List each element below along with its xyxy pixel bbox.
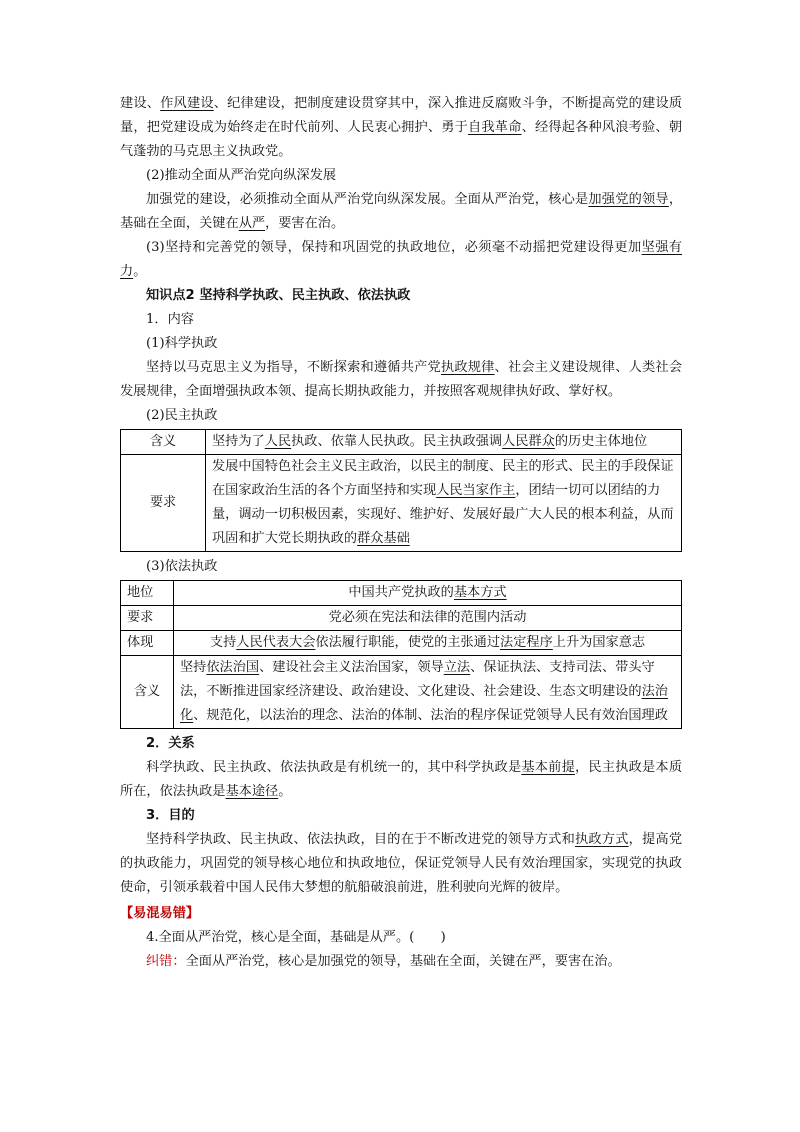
democratic-governance-table <box>120 429 682 552</box>
underlined-term: 人民当家作主 <box>436 483 516 498</box>
row-content: 党必须在宪法和法律的范围内活动 <box>174 606 682 631</box>
heading-relationship: 2．关系 <box>146 736 195 751</box>
underlined-term: 执政方式 <box>574 832 629 847</box>
law-based-governance-table <box>120 580 682 729</box>
underlined-term: 基本前提 <box>521 760 575 775</box>
underlined-term: 自我革命 <box>468 120 522 135</box>
underlined-term: 基本方式 <box>453 585 507 600</box>
document-page <box>120 92 682 974</box>
row-label: 地位 <box>121 581 174 606</box>
underlined-term: 坚强有力 <box>120 240 682 279</box>
row-content: 中国共产党执政的基本方式 <box>174 581 682 606</box>
knowledge-point-title: 知识点2 坚持科学执政、民主执政、依法执政 <box>146 288 411 303</box>
underlined-term: 人民代表大会 <box>236 635 316 650</box>
underlined-term: 从严 <box>238 216 266 231</box>
mistakes-section-title: 【易混易错】 <box>120 906 200 921</box>
underlined-term: 人民 <box>264 434 292 449</box>
row-label: 要求 <box>121 606 174 631</box>
heading-content: 1．内容 <box>146 312 194 327</box>
paragraph-party-leadership: (3)坚持和完善党的领导，保持和巩固党的执政地位，必须毫不动摇把党建设得更加坚强有力。 <box>120 240 682 279</box>
underlined-term: 法定程序 <box>500 635 553 650</box>
table-row <box>121 656 682 729</box>
subheading-law-based: (3)依法执政 <box>146 559 218 574</box>
correction-label: 纠错： <box>146 954 186 969</box>
paragraph-strict-governance: 加强党的建设，必须推动全面从严治党向纵深发展。全面从严治党，核心是加强党的领导，基础在全面，关键在从严，要害在治。 <box>120 192 683 231</box>
table-row <box>121 455 682 552</box>
paragraph-scientific: 坚持以马克思主义为指导，不断探索和遵循共产党执政规律、社会主义建设规律、人类社会发展规律，全面增强执政本领、提高长期执政能力，并按照客观规律执好政、掌好权。 <box>120 360 683 399</box>
correction-note: 纠错：全面从严治党，核心是加强党的领导，基础在全面，关键在严，要害在治。 <box>146 954 621 969</box>
paragraph-relationship: 科学执政、民主执政、依法执政是有机统一的，其中科学执政是基本前提，民主执政是本质所在，依法执政是基本途径。 <box>120 760 683 799</box>
row-content: 发展中国特色社会主义民主政治，以民主的制度、民主的形式、民主的手段保证在国家政治生活的各个方面坚持和实现人民当家作主，团结一切可以团结的力量，调动一切积极因素，实现好、维护好、发展好最广大人民的根本利益，从而巩固和扩大党长期执政的群众基础 <box>206 455 682 552</box>
row-content: 坚持为了人民执政、依靠人民执政。民主执政强调人民群众的历史主体地位 <box>206 430 682 455</box>
underlined-term: 群众基础 <box>357 531 410 546</box>
underlined-term: 基本途径 <box>225 784 279 799</box>
row-label: 含义 <box>121 430 206 455</box>
underlined-term: 立法 <box>443 660 471 675</box>
row-content: 支持人民代表大会依法履行职能，使党的主张通过法定程序上升为国家意志 <box>174 631 682 656</box>
underlined-term: 作风建设 <box>160 96 214 111</box>
row-content: 坚持依法治国、建设社会主义法治国家，领导立法、保证执法、支持司法、带头守法，不断推进国家经济建设、政治建设、文化建设、社会建设、生态文明建设的法治化、规范化，以法治的理念、法治的体制、法治的程序保证党领导人民有效治国理政 <box>174 656 682 729</box>
row-label: 要求 <box>121 455 206 552</box>
row-label: 含义 <box>121 656 174 729</box>
paragraph-party-building: 建设、作风建设、纪律建设，把制度建设贯穿其中，深入推进反腐败斗争，不断提高党的建设质量，把党建设成为始终走在时代前列、人民衷心拥护、勇于自我革命、经得起各种风浪考验、朝气蓬勃的马克思主义执政党。 <box>120 96 683 159</box>
table-row <box>121 606 682 631</box>
question-4: 4.全面从严治党，核心是全面，基础是从严。( ) <box>146 930 446 945</box>
underlined-term: 法治化 <box>180 684 668 723</box>
table-row <box>121 631 682 656</box>
paragraph-purpose: 坚持科学执政、民主执政、依法执政，目的在于不断改进党的领导方式和执政方式，提高党的执政能力，巩固党的领导核心地位和执政地位，保证党领导人民有效治理国家，实现党的执政使命，引领承载着中国人民伟大梦想的航船破浪前进，胜利驶向光辉的彼岸。 <box>120 832 683 895</box>
underlined-term: 加强党的领导 <box>588 192 669 207</box>
underlined-term: 执政规律 <box>440 360 495 375</box>
row-label: 体现 <box>121 631 174 656</box>
table-row <box>121 581 682 606</box>
underlined-term: 人民群众 <box>502 434 555 449</box>
subheading-democratic: (2)民主执政 <box>146 408 218 423</box>
table-row <box>121 430 682 455</box>
underlined-term: 依法治国 <box>206 660 260 675</box>
subheading-scientific: (1)科学执政 <box>146 336 218 351</box>
subheading-strict-governance: (2)推动全面从严治党向纵深发展 <box>146 168 337 183</box>
heading-purpose: 3．目的 <box>146 808 195 823</box>
